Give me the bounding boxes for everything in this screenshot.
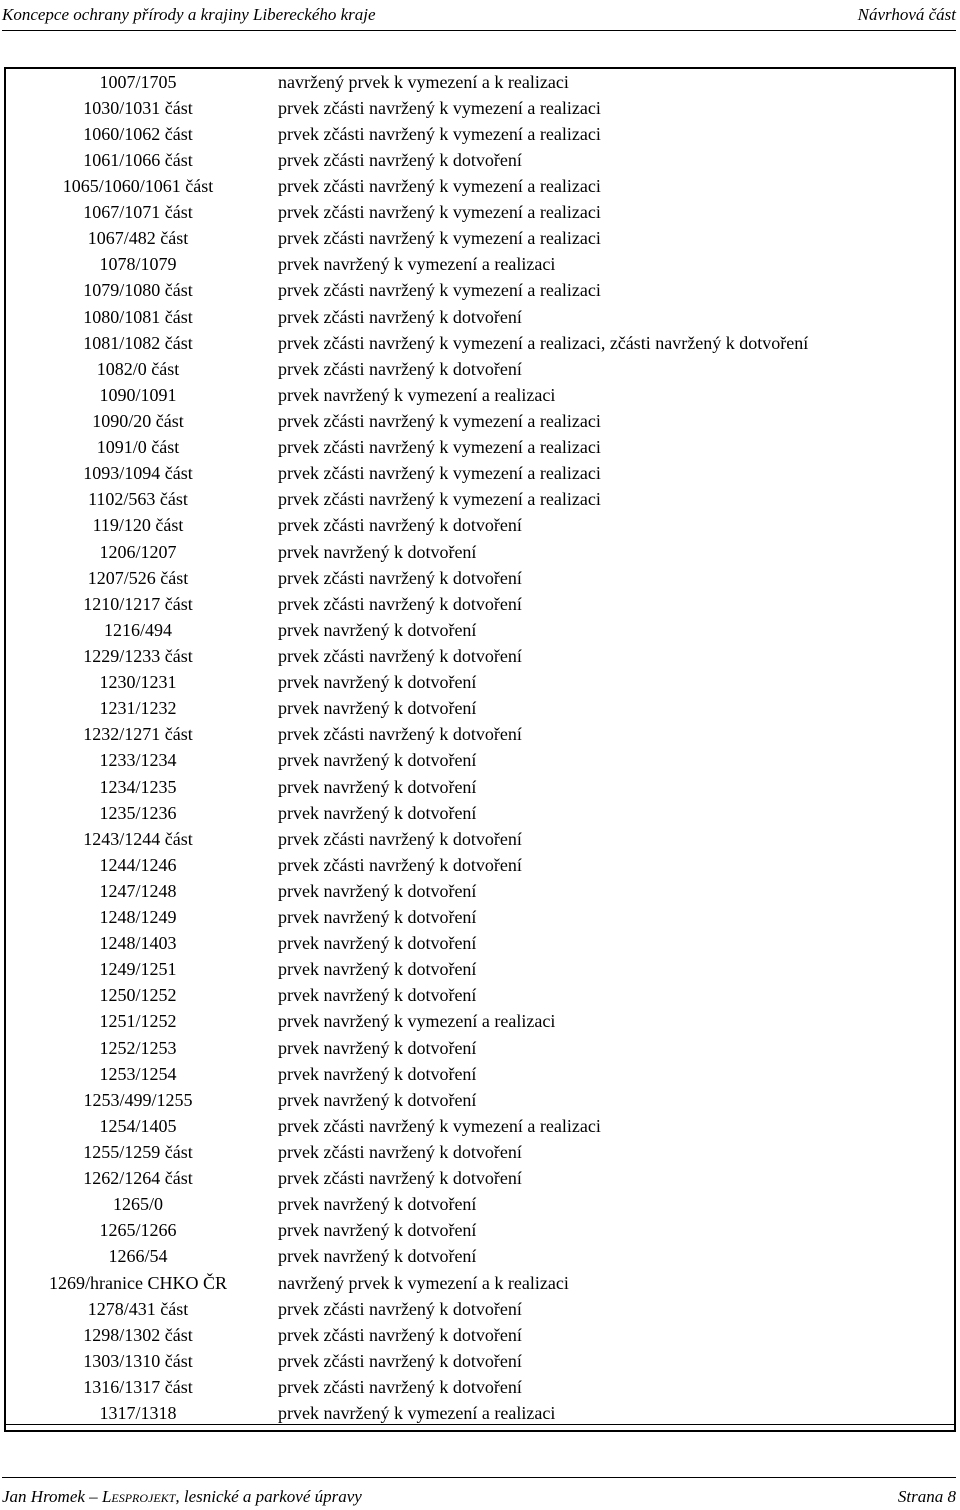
table-row [6, 69, 954, 95]
element-id-cell: 1102/563 část [88, 489, 188, 510]
element-id-cell: 1252/1253 [99, 1037, 177, 1058]
element-description-cell: prvek navržený k dotvoření [278, 1220, 477, 1241]
table-row [6, 670, 954, 696]
table-row [6, 1061, 954, 1087]
table-row [6, 1139, 954, 1165]
element-id-cell: 119/120 část [92, 515, 184, 536]
page-footer [2, 1484, 956, 1510]
element-description-cell: prvek navržený k dotvoření [278, 776, 477, 797]
table-row [6, 1296, 954, 1322]
element-description-cell: prvek zčásti navržený k dotvoření [278, 358, 522, 379]
page-header [2, 0, 956, 30]
element-description-cell: prvek zčásti navržený k dotvoření [278, 515, 522, 536]
table-row [6, 748, 954, 774]
table-row [6, 539, 954, 565]
element-description-cell: prvek zčásti navržený k dotvoření [278, 645, 522, 666]
element-description-cell: prvek zčásti navržený k dotvoření [278, 149, 522, 170]
element-description-cell: prvek zčásti navržený k vymezení a realizaci, zčásti navržený k dotvoření [278, 332, 809, 353]
footer-author: Jan Hromek – [2, 1487, 102, 1506]
element-id-cell: 1081/1082 část [83, 332, 193, 353]
table-row [6, 1218, 954, 1244]
element-id-cell: 1090/20 část [92, 410, 184, 431]
element-id-cell: 1233/1234 [99, 750, 177, 771]
element-id-cell: 1253/1254 [99, 1063, 177, 1084]
element-description-cell: prvek navržený k dotvoření [278, 880, 477, 901]
element-id-cell: 1216/494 [103, 619, 172, 640]
table-row [6, 304, 954, 330]
element-id-cell: 1269/hranice CHKO ČR [49, 1272, 227, 1293]
element-id-cell: 1030/1031 část [83, 97, 193, 118]
table-row [6, 957, 954, 983]
element-description-cell: prvek zčásti navržený k dotvoření [278, 306, 522, 327]
element-description-cell: prvek zčásti navržený k dotvoření [278, 854, 522, 875]
table-row [6, 461, 954, 487]
element-description-cell: prvek navržený k dotvoření [278, 698, 477, 719]
element-id-cell: 1303/1310 část [83, 1350, 193, 1371]
element-id-cell: 1067/482 část [87, 228, 189, 249]
table-row [6, 226, 954, 252]
element-id-cell: 1255/1259 část [83, 1142, 193, 1163]
element-description-cell: prvek zčásti navržený k dotvoření [278, 1377, 522, 1398]
table-row [6, 408, 954, 434]
element-description-cell: prvek navržený k dotvoření [278, 750, 477, 771]
table-row [6, 487, 954, 513]
element-id-cell: 1317/1318 [99, 1403, 177, 1424]
table-row [6, 382, 954, 408]
element-id-cell: 1207/526 část [87, 567, 189, 588]
table-row [6, 278, 954, 304]
element-description-cell: prvek zčásti navržený k vymezení a realizaci [278, 228, 601, 249]
element-description-cell: prvek navržený k dotvoření [278, 1063, 477, 1084]
element-description-cell: prvek navržený k dotvoření [278, 959, 477, 980]
table-row [6, 696, 954, 722]
element-description-cell: prvek zčásti navržený k vymezení a realizaci [278, 97, 601, 118]
table-row [6, 1113, 954, 1139]
element-id-cell: 1248/1403 [99, 933, 177, 954]
footer-company-desc: , lesnické a parkové úpravy [175, 1487, 362, 1506]
table-row [6, 1401, 954, 1427]
element-id-cell: 1243/1244 část [83, 828, 193, 849]
element-description-cell: prvek navržený k dotvoření [278, 619, 477, 640]
table-row [6, 95, 954, 121]
element-id-cell: 1206/1207 [99, 541, 177, 562]
element-description-cell: prvek navržený k dotvoření [278, 1194, 477, 1215]
element-id-cell: 1266/54 [108, 1246, 168, 1267]
element-id-cell: 1231/1232 [99, 698, 177, 719]
element-description-cell: prvek zčásti navržený k dotvoření [278, 1142, 522, 1163]
element-description-cell: prvek navržený k vymezení a realizaci [278, 1403, 556, 1424]
table-row [6, 252, 954, 278]
element-description-cell: prvek zčásti navržený k vymezení a realizaci [278, 175, 601, 196]
element-id-cell: 1061/1066 část [83, 149, 193, 170]
table-row [6, 1322, 954, 1348]
table-row [6, 878, 954, 904]
element-description-cell: prvek zčásti navržený k dotvoření [278, 1324, 522, 1345]
table-row [6, 147, 954, 173]
table-row [6, 330, 954, 356]
element-description-cell: prvek zčásti navržený k vymezení a realizaci [278, 280, 601, 301]
element-id-cell: 1060/1062 část [83, 123, 193, 144]
element-id-cell: 1278/431 část [87, 1298, 189, 1319]
element-description-cell: prvek zčásti navržený k dotvoření [278, 828, 522, 849]
element-description-cell: prvek navržený k vymezení a realizaci [278, 384, 556, 405]
element-description-cell: prvek zčásti navržený k vymezení a realizaci [278, 202, 601, 223]
table-row [6, 983, 954, 1009]
element-id-cell: 1298/1302 část [83, 1324, 193, 1345]
element-id-cell: 1082/0 část [96, 358, 180, 379]
header-rule [2, 30, 956, 31]
element-id-cell: 1250/1252 [99, 985, 177, 1006]
table-row [6, 356, 954, 382]
table-row [6, 1166, 954, 1192]
element-id-cell: 1247/1248 [99, 880, 177, 901]
element-id-cell: 1249/1251 [99, 959, 177, 980]
element-id-cell: 1254/1405 [99, 1115, 177, 1136]
element-description-cell: prvek zčásti navržený k dotvoření [278, 724, 522, 745]
element-id-cell: 1265/1266 [99, 1220, 177, 1241]
table-row [6, 1244, 954, 1270]
element-description-cell: prvek navržený k vymezení a realizaci [278, 254, 556, 275]
element-id-cell: 1080/1081 část [83, 306, 193, 327]
element-id-cell: 1234/1235 [99, 776, 177, 797]
table-row [6, 513, 954, 539]
element-description-cell: prvek zčásti navržený k dotvoření [278, 593, 522, 614]
element-description-cell: prvek zčásti navržený k dotvoření [278, 1350, 522, 1371]
element-description-cell: prvek zčásti navržený k vymezení a realizaci [278, 410, 601, 431]
element-description-cell: prvek navržený k dotvoření [278, 933, 477, 954]
table-row [6, 931, 954, 957]
table-row [6, 565, 954, 591]
element-id-cell: 1078/1079 [99, 254, 177, 275]
document-section: Návrhová část [857, 5, 956, 24]
element-id-cell: 1065/1060/1061 část [62, 175, 214, 196]
table-row [6, 1192, 954, 1218]
element-description-cell: prvek zčásti navržený k dotvoření [278, 1298, 522, 1319]
footer-rule [2, 1477, 956, 1478]
element-id-cell: 1232/1271 část [83, 724, 193, 745]
table-row [6, 617, 954, 643]
table-row [6, 1374, 954, 1400]
element-id-cell: 1265/0 [112, 1194, 163, 1215]
element-id-cell: 1093/1094 část [83, 463, 193, 484]
element-description-cell: prvek navržený k dotvoření [278, 802, 477, 823]
element-description-cell: prvek zčásti navržený k dotvoření [278, 1168, 522, 1189]
element-description-cell: navržený prvek k vymezení a k realizaci [278, 1272, 569, 1293]
table-row [6, 1035, 954, 1061]
table-row [6, 173, 954, 199]
table-row [6, 826, 954, 852]
table-body [6, 69, 954, 1427]
element-id-cell: 1007/1705 [99, 71, 177, 92]
element-description-cell: navržený prvek k vymezení a k realizaci [278, 71, 569, 92]
element-description-cell: prvek navržený k vymezení a realizaci [278, 1011, 556, 1032]
page-number: Strana 8 [897, 1487, 956, 1506]
table-row [6, 121, 954, 147]
element-description-cell: prvek navržený k dotvoření [278, 1089, 477, 1110]
element-description-cell: prvek zčásti navržený k vymezení a realizaci [278, 123, 601, 144]
table-row [6, 722, 954, 748]
element-id-cell: 1230/1231 [99, 672, 177, 693]
table-row [6, 1270, 954, 1296]
element-description-cell: prvek zčásti navržený k vymezení a realizaci [278, 437, 601, 458]
element-id-cell: 1316/1317 část [83, 1377, 193, 1398]
table-row [6, 905, 954, 931]
table-row [6, 852, 954, 878]
element-description-cell: prvek zčásti navržený k vymezení a realizaci [278, 1115, 601, 1136]
element-id-cell: 1229/1233 část [83, 645, 193, 666]
element-id-cell: 1251/1252 [99, 1011, 177, 1032]
element-description-cell: prvek zčásti navržený k dotvoření [278, 567, 522, 588]
footer-company: Lesprojekt [101, 1487, 176, 1506]
element-id-cell: 1235/1236 [99, 802, 177, 823]
element-description-cell: prvek zčásti navržený k vymezení a realizaci [278, 489, 601, 510]
element-description-cell: prvek navržený k dotvoření [278, 907, 477, 928]
element-description-cell: prvek navržený k dotvoření [278, 541, 477, 562]
element-description-cell: prvek navržený k dotvoření [278, 1037, 477, 1058]
table-row [6, 643, 954, 669]
data-table [4, 67, 956, 1432]
element-description-cell: prvek navržený k dotvoření [278, 672, 477, 693]
footer-credit [2, 1487, 362, 1507]
table-row [6, 200, 954, 226]
element-id-cell: 1091/0 část [96, 437, 180, 458]
element-id-cell: 1248/1249 [99, 907, 177, 928]
element-id-cell: 1067/1071 část [83, 202, 193, 223]
element-id-cell: 1262/1264 část [83, 1168, 193, 1189]
table-row [6, 1348, 954, 1374]
element-id-cell: 1253/499/1255 [83, 1089, 193, 1110]
element-description-cell: prvek zčásti navržený k vymezení a realizaci [278, 463, 601, 484]
table-row [6, 591, 954, 617]
table-row [6, 1087, 954, 1113]
table-row [6, 774, 954, 800]
element-id-cell: 1079/1080 část [83, 280, 193, 301]
table-row [6, 1009, 954, 1035]
element-description-cell: prvek navržený k dotvoření [278, 985, 477, 1006]
table-row [6, 800, 954, 826]
document-title: Koncepce ochrany přírody a krajiny Libereckého kraje [2, 5, 376, 24]
element-description-cell: prvek navržený k dotvoření [278, 1246, 477, 1267]
table-row [6, 435, 954, 461]
element-id-cell: 1090/1091 [99, 384, 177, 405]
element-id-cell: 1210/1217 část [83, 593, 193, 614]
element-id-cell: 1244/1246 [99, 854, 177, 875]
